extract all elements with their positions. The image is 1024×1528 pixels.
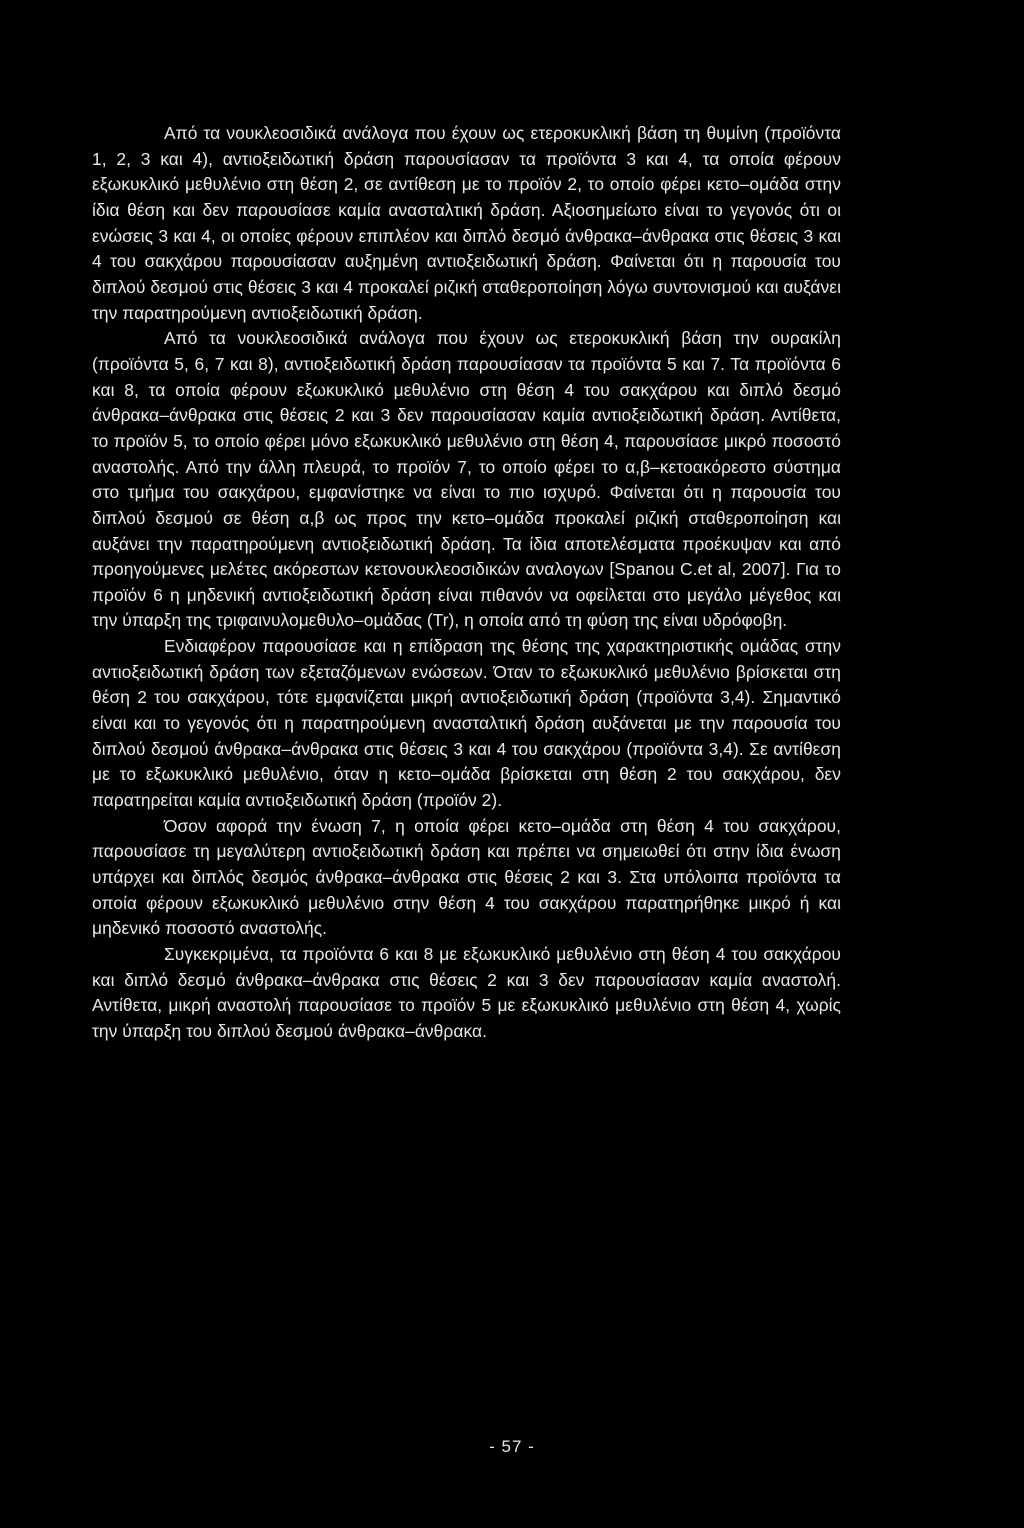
paragraph-compounds-6-8: Συγκεκριμένα, τα προϊόντα 6 και 8 με εξωκυκλικό μεθυλένιο στη θέση 4 του σακχάρου και διπλό δεσμό άνθρακα–άνθρακα στις θέσεις 2 και 3 δεν παρουσίασαν καμία αναστολή. Αντίθετα, μικρή αναστολή παρουσίασε το προϊόν 5 με εξωκυκλικό μεθυλένιο στη θέση 4, χωρίς την ύπαρξη του διπλού δεσμού άνθρακα–άνθρακα. — [92, 944, 841, 1041]
paragraph-position-effect: Ενδιαφέρον παρουσίασε και η επίδραση της θέσης της χαρακτηριστικής ομάδας στην αντιοξειδωτική δράση των εξεταζόμενων ενώσεων. Όταν το εξωκυκλικό μεθυλένιο βρίσκεται στη θέση 2 του σακχάρου, τότε εμφανίζεται μικρή αντιοξειδωτική δράση (προϊόντα 3,4). Σημαντικό είναι και το γεγονός ότι η παρατηρούμενη ανασταλτική δράση αυξάνεται με την παρουσία του διπλού δεσμού άνθρακα–άνθρακα στις θέσεις 3 και 4 του σακχάρου (προϊόντα 3,4). Σε αντίθεση με το εξωκυκλικό μεθυλένιο, όταν η κετο–ομάδα βρίσκεται στη θέση 2 του σακχάρου, δεν παρατηρείται καμία αντιοξειδωτική δράση (προϊόν 2). — [92, 636, 841, 811]
page-number: - 57 - — [489, 1437, 535, 1456]
paragraph-uracil-analogues: Από τα νουκλεοσιδικά ανάλογα που έχουν ως ετεροκυκλική βάση την ουρακίλη (προϊόντα 5, 6, 7 και 8), αντιοξειδωτική δράση παρουσίασαν τα προϊόντα 5 και 7. Τα προϊόντα 6 και 8, τα οποία φέρουν εξωκυκλικό μεθυλένιο στη θέση 4 του σακχάρου και διπλό δεσμό άνθρακα–άνθρακα στις θέσεις 2 και 3 δεν παρουσίασαν καμία αντιοξειδωτική δράση. Αντίθετα, το προϊόν 5, το οποίο φέρει μόνο εξωκυκλικό μεθυλένιο στη θέση 4, παρουσίασε μικρό ποσοστό αναστολής. Από την άλλη πλευρά, το προϊόν 7, το οποίο φέρει το α,β–κετοακόρεστο σύστημα στο τμήμα του σακχάρου, εμφανίστηκε να είναι το πιο ισχυρό. Φαίνεται ότι η παρουσία του διπλού δεσμού σε θέση α,β ως προς την κετο–ομάδα προκαλεί ριζική σταθεροποίηση και αυξάνει την παρατηρούμενη αντιοξειδωτική δράση. Τα ίδια αποτελέσματα προέκυψαν και από προηγούμενες μελέτες ακόρεστων κετονουκλεοσιδικών αναλογων [Spanou C.et al, 2007]. Για το προϊόν 6 η μηδενική αντιοξειδωτική δράση είναι πιθανόν να οφείλεται στο μεγάλο μέγεθος και την ύπαρξη της τριφαινυλομεθυλο–ομάδας (Tr), η οποία από τη φύση της είναι υδρόφοβη. — [92, 328, 841, 631]
document-body — [92, 121, 841, 1045]
paragraph-compound-7: Όσον αφορά την ένωση 7, η οποία φέρει κετο–ομάδα στη θέση 4 του σακχάρου, παρουσίασε τη μεγαλύτερη αντιοξειδωτική δράση και πρέπει να σημειωθεί ότι στην ίδια ένωση υπάρχει και διπλός δεσμός άνθρακα–άνθρακα στις θέσεις 2 και 3. Στα υπόλοιπα προϊόντα τα οποία φέρουν εξωκυκλικό μεθυλένιο στην θέση 4 του σακχάρου παρατηρήθηκε μικρό ή και μηδενικό ποσοστό αναστολής. — [92, 815, 841, 939]
paragraph-thymine-analogues: Από τα νουκλεοσιδικά ανάλογα που έχουν ως ετεροκυκλική βάση τη θυμίνη (προϊόντα 1, 2, 3 και 4), αντιοξειδωτική δράση παρουσίασαν τα προϊόντα 3 και 4, τα οποία φέρουν εξωκυκλικό μεθυλένιο στη θέση 2, σε αντίθεση με το προϊόν 2, το οποίο φέρει κετο–ομάδα στην ίδια θέση και δεν παρουσίασε καμία ανασταλτική δράση. Αξιοσημείωτο είναι το γεγονός ότι οι ενώσεις 3 και 4, οι οποίες φέρουν επιπλέον και διπλό δεσμό άνθρακα–άνθρακα στις θέσεις 3 και 4 του σακχάρου παρουσίασαν αυξημένη αντιοξειδωτική δράση. Φαίνεται ότι η παρουσία του διπλού δεσμού στις θέσεις 3 και 4 προκαλεί ριζική σταθεροποίηση λόγω συντονισμού και αυξάνει την παρατηρούμενη αντιοξειδωτική δράση. — [92, 123, 841, 323]
